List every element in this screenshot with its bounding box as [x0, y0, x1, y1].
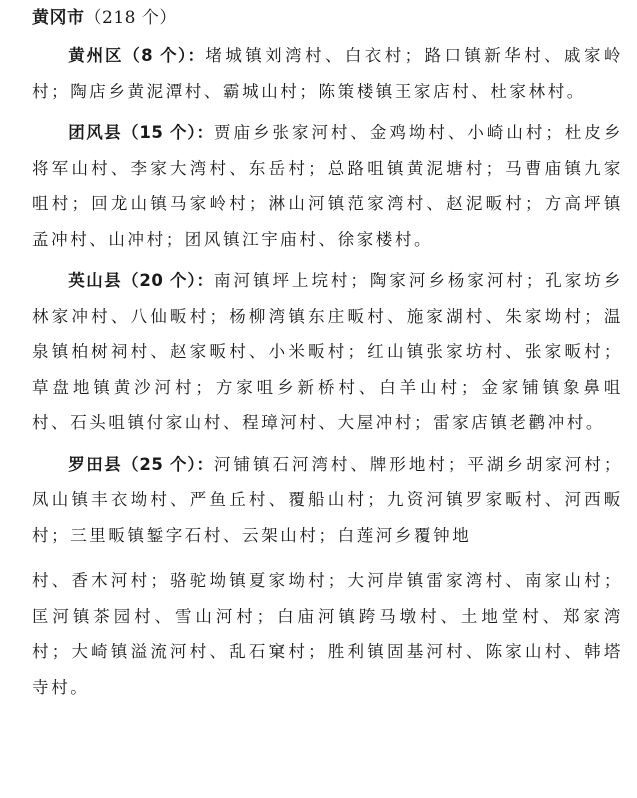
county-section-huangzhou	[32, 38, 623, 109]
county-villages: 堵城镇刘湾村、白衣村；路口镇新华村、戚家岭村；陶店乡黄泥潭村、霸城山村；陈策楼镇王家店村、杜家林村。	[32, 46, 623, 101]
page-break-gap	[32, 553, 623, 563]
city-heading	[32, 6, 623, 30]
city-name: 黄冈市	[32, 8, 85, 28]
county-villages: 河铺镇石河湾村、牌形地村；平湖乡胡家河村；凤山镇丰衣坳村、严鱼丘村、覆船山村；九资河镇罗家畈村、河西畈村；三里畈镇錾字石村、云架山村；白莲河乡覆钟地	[32, 454, 623, 545]
county-name: 黄州区	[68, 46, 124, 65]
county-villages-continued: 村、香木河村；骆驼坳镇夏家坳村；大河岸镇雷家湾村、南家山村；匡河镇茶园村、雪山河村；白庙河镇跨马墩村、土地堂村、郑家湾村；大崎镇溢流河村、乱石窠村；胜利镇固基河村、陈家山村、韩塔寺村。	[32, 571, 623, 697]
county-section-luotian	[32, 447, 623, 706]
county-name: 罗田县	[68, 454, 122, 474]
county-name: 英山县	[68, 271, 122, 290]
county-paragraph	[32, 115, 623, 257]
county-section-yingshan	[32, 263, 623, 441]
county-paragraph	[32, 38, 623, 109]
county-villages: 南河镇坪上垸村；陶家河乡杨家河村；孔家坊乡林家冲村、八仙畈村；杨柳湾镇东庄畈村、施家湖村、朱家坳村；温泉镇柏树祠村、赵家畈村、小米畈村；红山镇张家坊村、张家畈村；草盘地镇黄沙河村；方家咀乡新桥村、白羊山村；金家铺镇象鼻咀村、石头咀镇付家山村、程璋河村、大屋冲村；雷家店镇老鹳冲村。	[32, 271, 623, 432]
county-count: （25 个）：	[122, 454, 214, 474]
county-count: （8 个）：	[123, 46, 206, 65]
county-name: 团风县	[68, 123, 122, 142]
county-count: （20 个）：	[122, 271, 214, 290]
county-villages: 贾庙乡张家河村、金鸡坳村、小崎山村；杜皮乡将军山村、李家大湾村、东岳村；总路咀镇黄泥塘村；马曹庙镇九家咀村；回龙山镇马家岭村；淋山河镇范家湾村、赵泥畈村；方高坪镇孟冲村、山冲村；团风镇江宇庙村、徐家楼村。	[32, 123, 623, 249]
county-count: （15 个）：	[122, 123, 214, 142]
city-count: （218 个）	[84, 8, 177, 28]
county-paragraph	[32, 263, 623, 441]
county-section-tuanfeng	[32, 115, 623, 257]
county-paragraph	[32, 447, 623, 554]
county-paragraph-continued	[32, 563, 623, 705]
